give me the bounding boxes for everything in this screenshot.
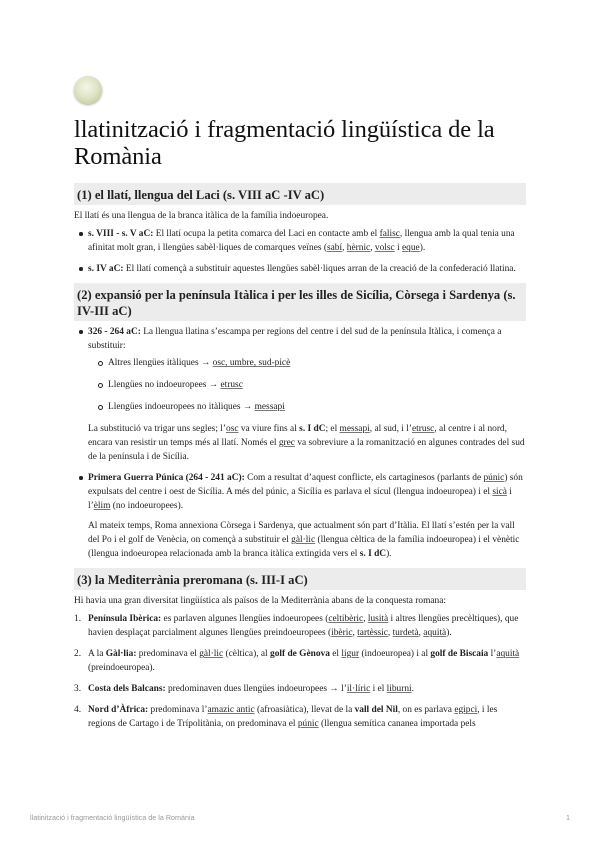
text: ). <box>419 243 426 253</box>
text: , <box>418 628 424 638</box>
item-lead: s. IV aC: <box>88 264 124 274</box>
list-item <box>74 703 526 731</box>
link-egipci[interactable]: egipci <box>454 705 478 715</box>
link-iberic[interactable]: ibèric <box>331 628 353 638</box>
item-number: 4. <box>74 705 82 715</box>
link-osc[interactable]: osc <box>226 424 239 434</box>
text: El llatí ocupa la petita comarca del Laci en contacte amb el <box>153 229 380 239</box>
text: , <box>363 614 368 624</box>
list-item <box>88 325 526 464</box>
bold-text: s. I dC <box>359 549 387 559</box>
text: ). <box>386 549 392 559</box>
text: ). <box>446 628 452 638</box>
text: , <box>387 628 393 638</box>
text: La llengua llatina s’escampa per regions del centre i del sud de la península Itàlica, i comença a substituir: <box>88 327 502 351</box>
text: predominaven dues llengües indoeuropees → l’ <box>165 684 347 694</box>
item-lead: Nord d’Àfrica: <box>88 705 149 715</box>
section-3-list <box>74 612 526 731</box>
item-number: 2. <box>74 649 82 659</box>
link-sica[interactable]: sicà <box>492 487 507 497</box>
text: Com a resultat d’aquest conflicte, els cartaginesos (parlants de <box>244 473 484 483</box>
bold-text: golf de Gènova <box>270 649 330 659</box>
text: , al sud, i l’ <box>369 424 412 434</box>
text: Al mateix temps, Roma annexiona Còrsega i Sardenya, que actualment són part d’Itàlia. El llatí s’estén per la vall del Po i el golf de Venècia, on començà a substituir el <box>88 521 515 545</box>
text: i <box>394 243 403 253</box>
text: La substitució va trigar uns segles; l’ <box>88 424 226 434</box>
section-3-heading: (3) la Mediterrània preromana (s. III-I aC) <box>74 568 526 590</box>
item-lead: Costa dels Balcans: <box>88 684 166 694</box>
link-messapi[interactable]: messapi <box>254 402 285 412</box>
bold-text: vall del Nil <box>354 705 398 715</box>
link-aquita-2[interactable]: aquità <box>496 649 520 659</box>
text: (afroasiàtica), llevat de la <box>254 705 355 715</box>
text: predominava el <box>136 649 200 659</box>
text: . <box>411 684 414 694</box>
page-number: 1 <box>566 813 570 822</box>
link-etrusc-2[interactable]: etrusc <box>411 424 435 434</box>
link-aquita[interactable]: aquità <box>423 628 447 638</box>
text: ) són expulsats del centre i oest de Sicília. A més del púnic, a Sicília es parlava el sícul (llengua indoeuropea) i el <box>88 473 523 497</box>
item-lead: 326 - 264 aC: <box>88 327 141 337</box>
link-hernic[interactable]: hèrnic <box>346 243 371 253</box>
page-title: llatinització i fragmentació lingüística de la Romània <box>74 116 495 170</box>
bold-text: golf de Biscaia <box>430 649 489 659</box>
text: predominava l’ <box>148 705 208 715</box>
list-item <box>88 262 526 276</box>
link-volsc[interactable]: volsc <box>374 243 395 253</box>
text: va sobreviure a la romanització en algunes contrades del sud de la península i de Sicília. <box>88 438 525 462</box>
text: (llengua semítica cananea importada pels <box>318 719 476 729</box>
text: (cèltica), al <box>223 649 270 659</box>
footer-title: llatinització i fragmentació lingüística de la Romània <box>30 813 195 822</box>
item-number: 3. <box>74 684 82 694</box>
item-lead: Gàl·lia: <box>105 649 137 659</box>
text: ; el <box>325 424 340 434</box>
text: , <box>352 628 358 638</box>
document-page <box>74 76 526 738</box>
text: (preindoeuropea). <box>88 663 155 673</box>
note-paragraph <box>88 422 526 464</box>
link-punic[interactable]: púnic <box>483 473 505 483</box>
text: el <box>329 649 342 659</box>
link-osc-umbre-sud-pice[interactable]: osc, umbre, sud-picè <box>212 358 291 368</box>
link-illiric[interactable]: il·líric <box>346 684 371 694</box>
item-lead: Península Ibèrica: <box>88 614 162 624</box>
link-eque[interactable]: eque <box>402 243 420 253</box>
link-tartessic[interactable]: tartèssic <box>357 628 388 638</box>
text: El llatí començà a substituir aquestes llengües sabèl·liques arran de la creació de la confederació llatina. <box>123 264 516 274</box>
text: , i les regions de Cartago i de Trípolitània, on predominava el <box>88 705 498 729</box>
text: (llengua cèltica de la família indoeuropea) i el vènètic (llengua indoeuropea relacionada amb la branca itàlica extingida vers el <box>88 535 520 559</box>
link-etrusc[interactable]: etrusc <box>220 380 243 390</box>
text: Llengües no indoeuropees → <box>108 380 221 390</box>
text: i altres llengües precèltiques), que havien desplaçat parcialment algunes llengües preindoeuropees ( <box>88 614 519 638</box>
text: Llengües indoeuropees no itàliques → <box>108 402 255 412</box>
sub-list-item <box>108 356 526 370</box>
list-item <box>74 612 526 640</box>
item-lead: s. VIII - s. V aC: <box>88 229 154 239</box>
page-footer <box>30 813 570 822</box>
text: , on es parlava <box>397 705 455 715</box>
logo-icon <box>74 76 102 104</box>
item-lead: Primera Guerra Púnica (264 - 241 aC): <box>88 473 245 483</box>
bold-text: s. I dC <box>299 424 326 434</box>
text: , al centre i al nord, encara van resistir un temps més al llatí. Només el <box>88 424 507 448</box>
link-ligur[interactable]: lígur <box>341 649 360 659</box>
link-gallic-2[interactable]: gàl·lic <box>199 649 224 659</box>
link-messapi-2[interactable]: messapi <box>339 424 370 434</box>
link-sabi[interactable]: sabí <box>327 243 343 253</box>
link-punic-2[interactable]: púnic <box>297 719 319 729</box>
note-paragraph <box>88 519 526 561</box>
link-celtiberic[interactable]: celtibèric <box>328 614 364 624</box>
link-lusita[interactable]: lusità <box>367 614 389 624</box>
text: , <box>342 243 347 253</box>
list-item <box>88 471 526 561</box>
list-item <box>88 227 526 255</box>
section-1-list <box>74 227 526 276</box>
link-falisc[interactable]: falisc <box>379 229 400 239</box>
sub-list-item <box>108 378 526 392</box>
text: i el <box>370 684 387 694</box>
text: es parlaven algunes llengües indoeuropees ( <box>161 614 329 624</box>
text: , llengua amb la qual tenia una afinitat molt gran, i llengües sabèl·liques de comarques veïnes ( <box>88 229 515 253</box>
text: (indoeuropea) i al <box>359 649 431 659</box>
text: i l’ <box>88 487 512 511</box>
link-turdeta[interactable]: turdetà <box>392 628 419 638</box>
link-gallic[interactable]: gàl·lic <box>291 535 316 545</box>
list-item <box>74 647 526 675</box>
link-liburni[interactable]: liburni <box>386 684 412 694</box>
link-elim[interactable]: èlim <box>93 501 111 511</box>
text: (no indoeuropees). <box>110 501 184 511</box>
section-1-heading: (1) el llatí, llengua del Laci (s. VIII aC -IV aC) <box>74 183 526 205</box>
section-2-list <box>74 325 526 561</box>
text: Altres llengües itàliques → <box>108 358 213 368</box>
text: l’ <box>488 649 497 659</box>
text: A la <box>88 649 106 659</box>
item-number: 1. <box>74 614 82 624</box>
list-item <box>74 682 526 696</box>
sub-list <box>88 356 526 414</box>
section-2-heading: (2) expansió per la península Itàlica i per les illes de Sicília, Còrsega i Sardenya (s. IV-III aC) <box>74 283 526 321</box>
section-1-intro: El llatí és una llengua de la branca itàlica de la família indoeuropea. <box>74 211 329 221</box>
link-amazic-antic[interactable]: amazic antic <box>207 705 255 715</box>
link-grec[interactable]: grec <box>278 438 295 448</box>
text: , <box>370 243 375 253</box>
section-3-intro: Hi havia una gran diversitat lingüística als països de la Mediterrània abans de la conquesta romana: <box>74 596 447 606</box>
text: va viure fins al <box>238 424 300 434</box>
sub-list-item <box>108 400 526 414</box>
